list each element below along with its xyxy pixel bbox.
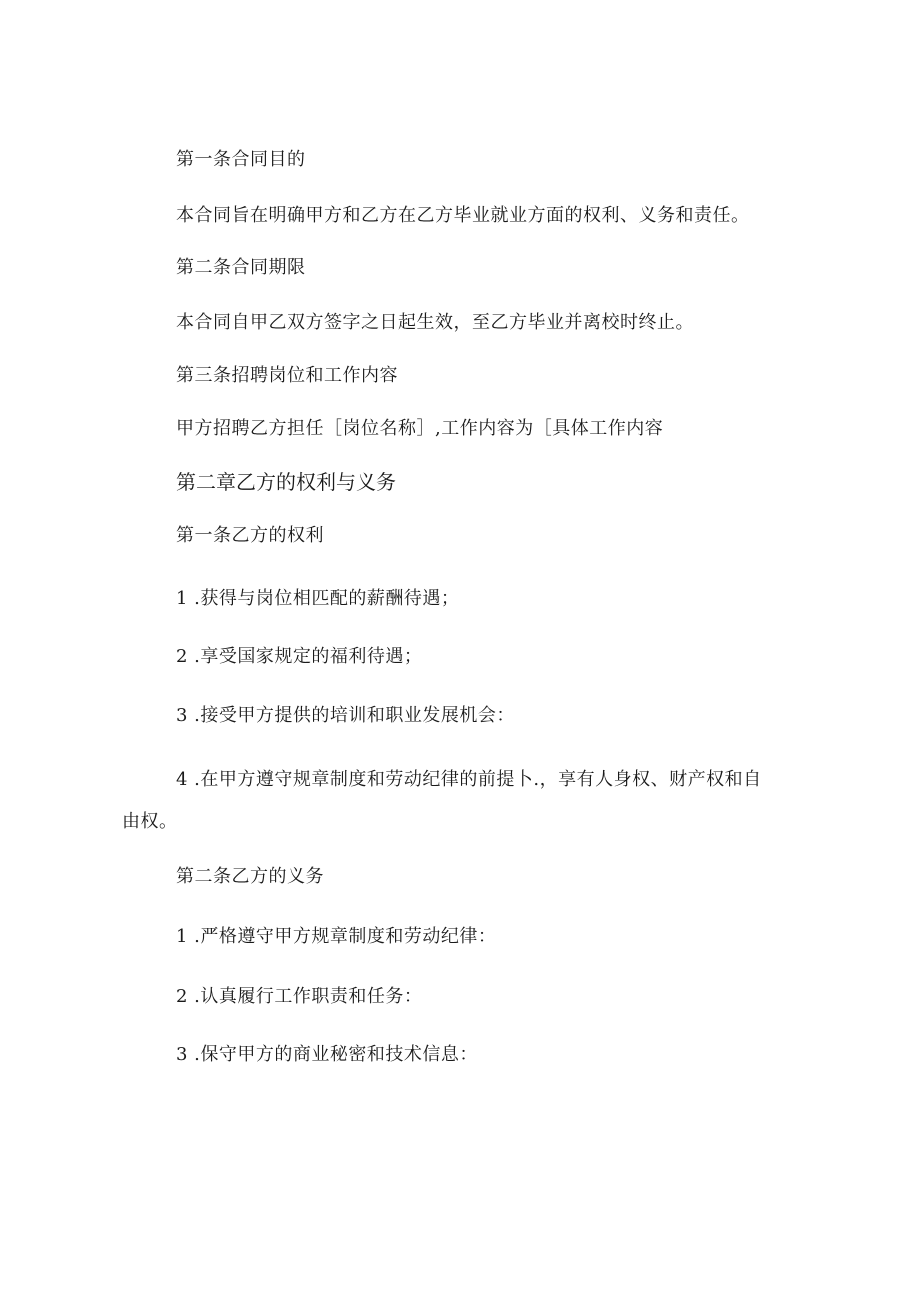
rights-item-3: 3 .接受甲方提供的培训和职业发展机会：: [176, 705, 515, 726]
duties-item-1: 1 .严格遵守甲方规章制度和劳动纪律：: [176, 926, 497, 947]
rights-item-4-continuation: 由权。: [122, 811, 178, 832]
article-1-body: 本合同旨在明确甲方和乙方在乙方毕业就业方面的权利、义务和责任。: [176, 205, 750, 226]
rights-item-2: 2 .享受国家规定的福利待遇；: [176, 646, 423, 667]
duties-item-2: 2 .认真履行工作职责和任务：: [176, 986, 423, 1007]
chapter-2-heading: 第二章乙方的权利与义务: [176, 470, 396, 494]
rights-item-4: 4 .在甲方遵守规章制度和劳动纪律的前提卜.，享有人身权、财产权和自: [176, 769, 762, 790]
article-2-body: 本合同自甲乙双方签字之日起生效，至乙方毕业并离校时终止。: [176, 312, 694, 333]
article-3-title: 第三条招聘岗位和工作内容: [176, 365, 398, 386]
rights-title: 第一条乙方的权利: [176, 525, 324, 546]
article-1-title: 第一条合同目的: [176, 149, 306, 170]
article-3-body: 甲方招聘乙方担任［岗位名称］,工作内容为［具体工作内容: [176, 418, 664, 439]
duties-title: 第二条乙方的义务: [176, 866, 324, 887]
duties-item-3: 3 .保守甲方的商业秘密和技术信息：: [176, 1044, 478, 1065]
article-2-title: 第二条合同期限: [176, 257, 306, 278]
rights-item-1: 1 .获得与岗位相匹配的薪酬待遇；: [176, 588, 460, 609]
